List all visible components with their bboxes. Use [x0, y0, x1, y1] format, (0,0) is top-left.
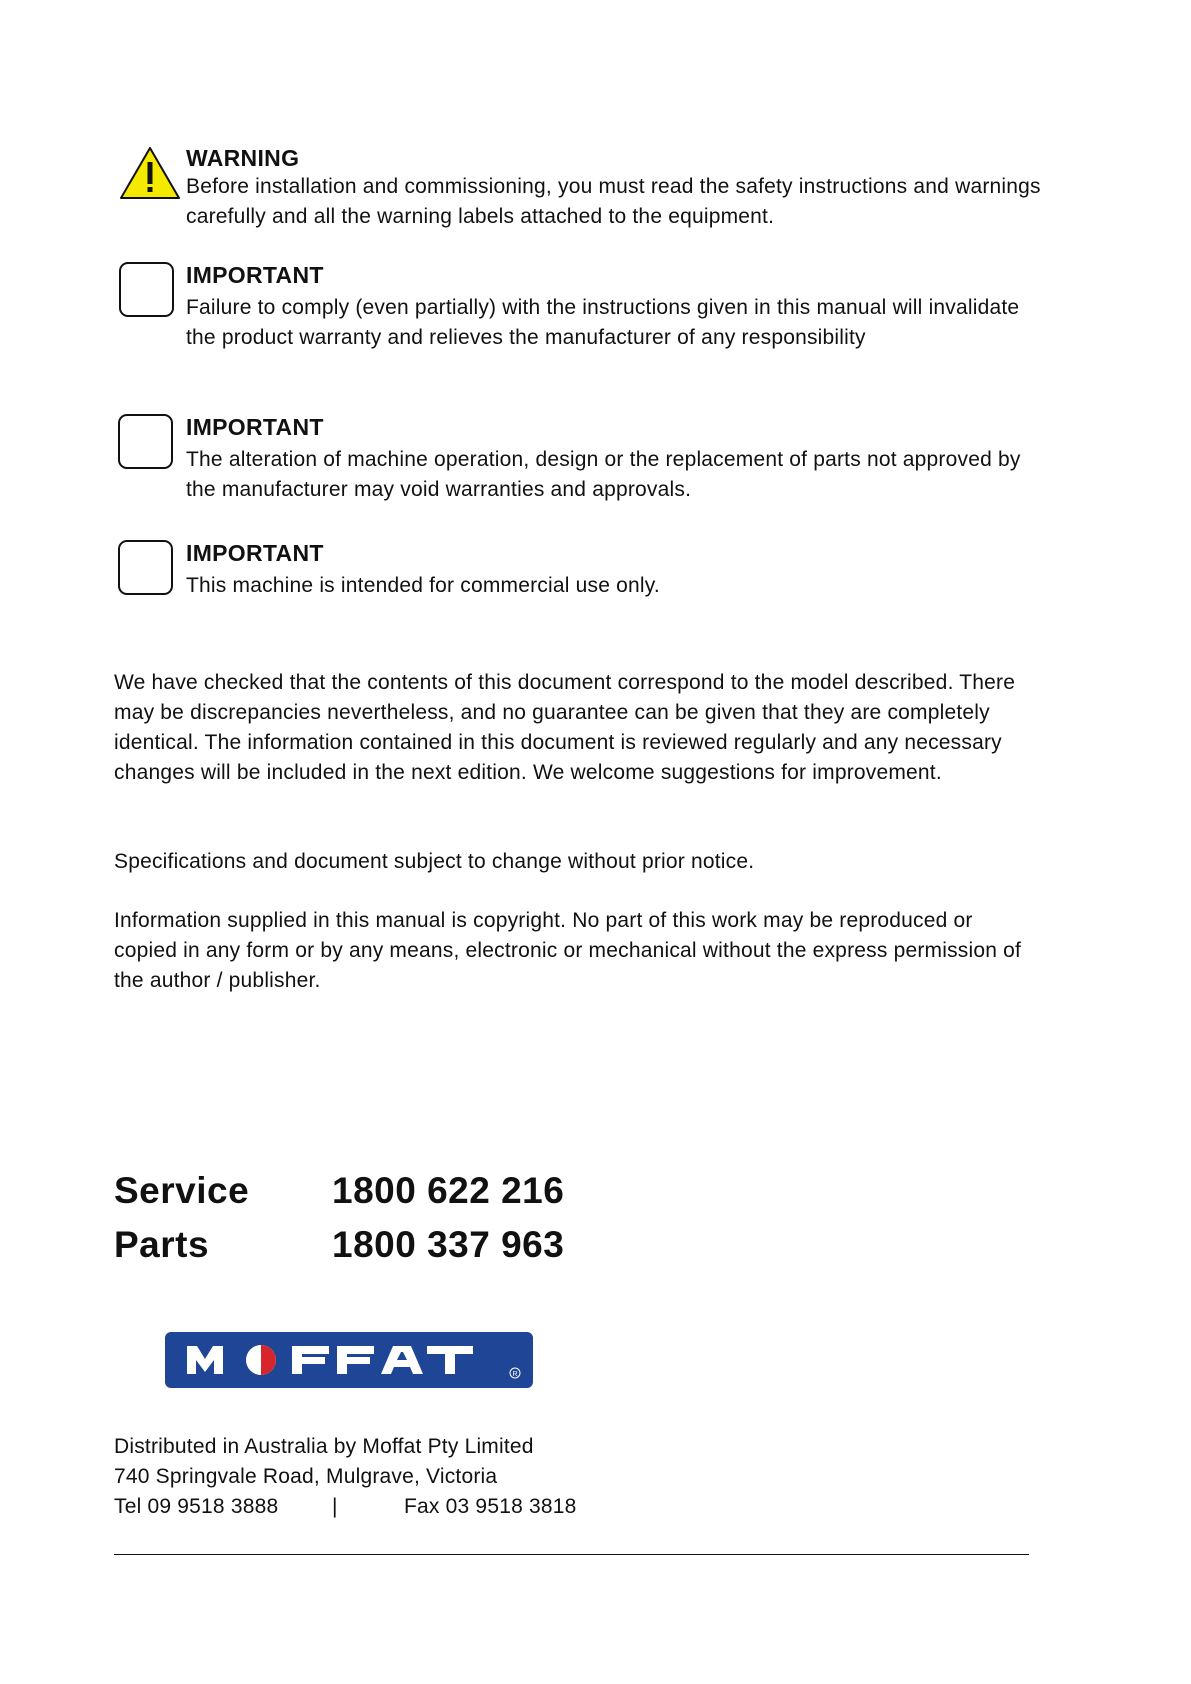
moffat-logo: [165, 1332, 533, 1388]
telephone: Tel 09 9518 3888: [114, 1495, 279, 1518]
disclaimer-paragraph: We have checked that the contents of this document correspond to the model described. There may be discrepancies nevertheless, and no guarantee can be given that they are completely identical. The information contained in this document is reviewed regularly and any necessary changes will be included in the next edition. We welcome suggestions for improvement.: [114, 671, 1016, 784]
warning-triangle-icon: [118, 145, 182, 201]
notice-text: Before installation and commissioning, you must read the safety instructions and warnings carefully and all the warning labels attached to the equipment.: [186, 175, 1041, 228]
notice-title: IMPORTANT: [186, 262, 324, 288]
notice-title: WARNING: [186, 145, 300, 171]
copyright-paragraph: Information supplied in this manual is copyright. No part of this work may be reproduced or copied in any form or by any means, electronic or mechanical without the express permission of the author / publisher.: [114, 909, 1022, 992]
separator: |: [332, 1495, 338, 1518]
important-box-icon: [118, 414, 173, 469]
important-notice: [118, 262, 1018, 372]
warning-notice: [118, 145, 1041, 228]
service-number: 1800 622 216: [332, 1170, 565, 1211]
service-label: Service: [114, 1170, 250, 1211]
important-notice: [118, 414, 1021, 501]
svg-text:R: R: [512, 1371, 518, 1378]
specifications-paragraph: Specifications and document subject to change without prior notice.: [114, 850, 755, 873]
important-notice: [118, 540, 1018, 600]
notice-text: Failure to comply (even partially) with the instructions given in this manual will invalidate the product warranty and relieves the manufacturer of any responsibility: [186, 296, 1020, 349]
notice-text: This machine is intended for commercial use only.: [186, 574, 660, 597]
parts-label: Parts: [114, 1224, 210, 1265]
notice-title: IMPORTANT: [186, 414, 324, 440]
notice-title: IMPORTANT: [186, 540, 324, 566]
important-box-icon: [119, 262, 174, 317]
distributor-address: 740 Springvale Road, Mulgrave, Victoria: [114, 1465, 498, 1488]
fax: Fax 03 9518 3818: [404, 1495, 577, 1518]
important-box-icon: [118, 540, 173, 595]
distributor-line1: Distributed in Australia by Moffat Pty Limited: [114, 1435, 534, 1458]
parts-number: 1800 337 963: [332, 1224, 565, 1265]
footer-divider: [114, 1554, 1029, 1555]
notice-text: The alteration of machine operation, design or the replacement of parts not approved by the manufacturer may void warranties and approvals.: [186, 448, 1021, 501]
